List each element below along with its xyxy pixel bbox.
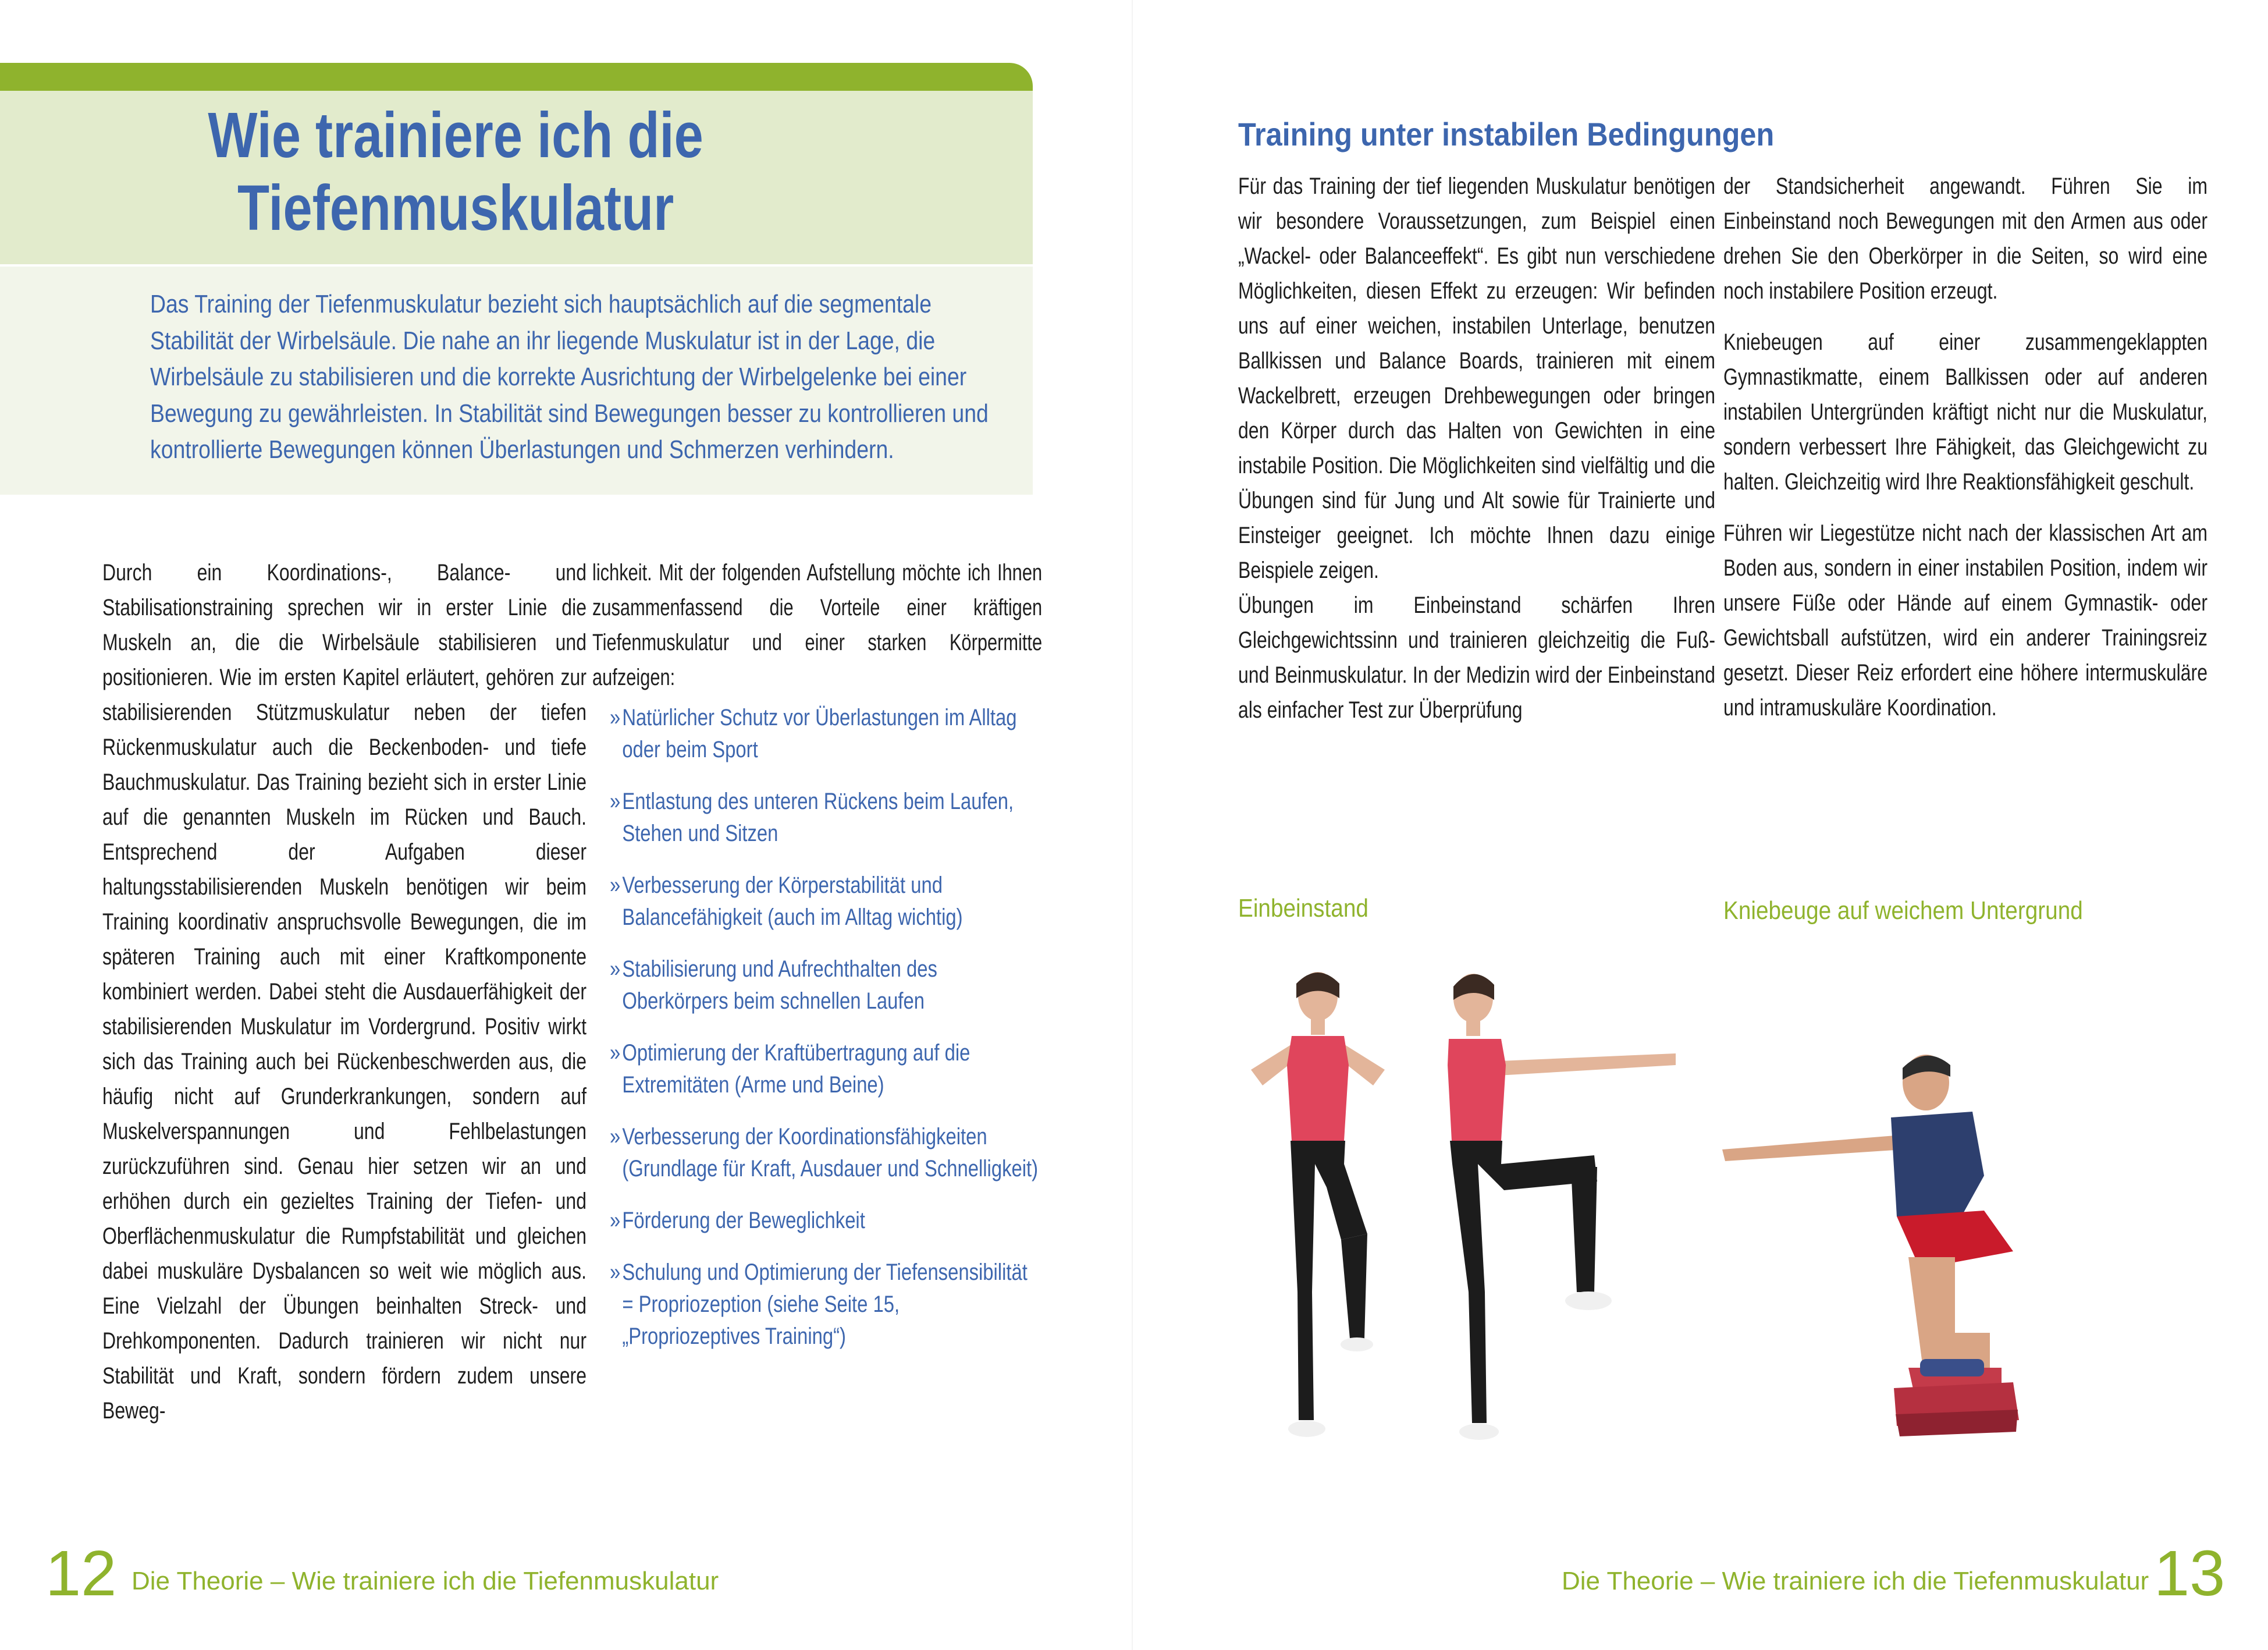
photo-caption-squat: Kniebeuge auf weichem Untergrund: [1723, 896, 2083, 925]
intro-text: Das Training der Tiefenmuskulatur bezieht sich hauptsächlich auf die segmentale Stabilität der Wirbelsäule. Die nahe an ihr liegende Muskulatur ist in der Lage, die Wirbelsäule zu stabilisieren und die korrekte Ausrichtung der Wirbelgelenke bei einer Bewegung zu gewährleisten. In Stabilität sind Bewegungen besser zu kontrollieren und kontrollierte Bewegungen können Überlastungen und Schmerzen verhindern.: [150, 290, 989, 464]
photo-man-squat: [1711, 1042, 2130, 1443]
list-item: [610, 702, 1039, 766]
list-item: [610, 1205, 1039, 1237]
photo-caption-single-leg-stance: Einbeinstand: [1238, 894, 1368, 922]
list-item: [610, 1257, 1039, 1353]
bullet-marker: »: [610, 1259, 621, 1285]
bullet-marker: »: [610, 1124, 621, 1149]
page-number-right: 13: [2154, 1538, 2226, 1609]
body-column-2-intro: lichkeit. Mit der folgenden Aufstellung möchte ich Ihnen zusammenfassend die Vorteile einer kräftigen Tiefenmuskulatur und einer starken Körpermitte aufzeigen:: [592, 560, 1043, 690]
page-title: [0, 99, 911, 244]
right-column-2: [1723, 169, 2207, 741]
paragraph: Kniebeugen auf einer zusammengeklappten Gymnastikmatte, einem Ballkissen oder auf anderen instabilen Untergründen kräftigt nicht nur die Muskulatur, sondern verbessert Ihre Fähigkeit, das Gleichgewicht zu halten. Gleichzeitig wird Ihre Reaktionsfähigkeit geschult.: [1723, 329, 2207, 495]
paragraph: Übungen im Einbeinstand schärfen Ihren Gleichgewichtssinn und trainieren gleichzeitig die Fuß- und Beinmuskulatur. In der Medizin wird der Einbeinstand als einfacher Test zur Überprüfung: [1238, 592, 1715, 723]
list-item: [610, 1121, 1039, 1185]
list-item: [610, 786, 1039, 850]
list-item-text: Stabilisierung und Aufrechthalten des Oberkörpers beim schnellen Laufen: [622, 956, 937, 1014]
paragraph: Für das Training der tief liegenden Muskulatur benötigen wir besondere Voraussetzungen, zum Beispiel einen „Wackel- oder Balanceeffekt“. Es gibt nun verschiedene Möglichkeiten, diesen Effekt zu erzeugen: Wir befinden uns auf einer weichen, instabilen Unterlage, benutzen Ballkissen und Balance Boards, trainieren mit einem Wackelbrett, erzeugen Drehbewegungen oder bringen den Körper durch das Halten von Gewichten in eine instabile Position. Die Möglichkeiten sind vielfältig und die Übungen sind für Jung und Alt sowie für Trainierte und Einsteiger geeignet. Ich möchte Ihnen dazu einige Beispiele zeigen.: [1238, 173, 1715, 583]
paragraph: Führen wir Liegestütze nicht nach der klassischen Art am Boden aus, sondern in einer instabilen Position, indem wir unsere Füße oder Hände auf einem Gymnastik- oder Gewichtsball aufstützen, wird ein anderer Trainingsreiz gesetzt. Dieser Reiz erfordert eine höhere intermuskuläre und intramuskuläre Koordination.: [1723, 520, 2207, 721]
list-item: [610, 1037, 1039, 1101]
list-item-text: Verbesserung der Koordinationsfähigkeiten (Grundlage für Kraft, Ausdauer und Schnelligkeit): [622, 1124, 1039, 1181]
right-column-1: [1238, 169, 1715, 744]
photo-woman-front-view: [1228, 966, 1402, 1461]
title-line-2: Tiefenmuskulatur: [237, 172, 674, 244]
section-heading: Training unter instabilen Bedingungen: [1238, 116, 1775, 152]
bullet-marker: »: [610, 789, 621, 814]
list-item-text: Natürlicher Schutz vor Überlastungen im Alltag oder beim Sport: [622, 705, 1017, 762]
benefits-list: [610, 702, 1039, 1372]
list-item-text: Förderung der Beweglichkeit: [622, 1208, 865, 1233]
list-item: [610, 870, 1039, 934]
photo-woman-side-view: [1420, 966, 1693, 1461]
paragraph: der Standsicherheit angewandt. Führen Sie im Einbeinstand noch Bewegungen mit den Armen aus oder drehen Sie den Oberkörper in die Seiten, so wird eine noch instabilere Position erzeugt.: [1723, 173, 2207, 304]
bullet-marker: »: [610, 956, 621, 982]
list-item: [610, 953, 1039, 1017]
title-line-1: Wie trainiere ich die: [208, 100, 703, 171]
running-footer-left: Die Theorie – Wie trainiere ich die Tiefenmuskulatur: [131, 1567, 719, 1595]
body-column-1: Durch ein Koordinations-, Balance- und Stabilisationstraining sprechen wir in erster Linie die Muskeln an, die die Wirbelsäule stabilisieren und positionieren. Wie im ersten Kapitel erläutert, gehören zur stabilisierenden Stützmuskulatur neben der tiefen Rückenmuskulatur auch die Beckenboden- und tiefe Bauchmuskulatur. Das Training bezieht sich in erster Linie auf die genannten Muskeln im Rücken und Bauch. Entsprechend der Aufgaben dieser haltungsstabilisierenden Muskeln benötigen wir beim Training koordinativ anspruchsvolle Bewegungen, die im späteren Training auch mit einer Kraftkomponente kombiniert werden. Dabei steht die Ausdauerfähigkeit der stabilisierenden Muskulatur im Vordergrund. Positiv wirkt sich das Training auch bei Rückenbeschwerden aus, die häufig nicht auf Grunderkrankungen, sondern auf Muskelverspannungen und Fehlbelastungen zurückzuführen sind. Genau hier setzen wir an und erhöhen durch ein gezieltes Training der Tiefen- und Oberflächenmuskulatur die Rumpfstabilität und gleichen dabei muskuläre Dysbalancen so weit wie möglich aus. Eine Vielzahl der Übungen beinhalten Streck- und Drehkomponenten. Dadurch trainieren wir nicht nur Stabilität und Kraft, sondern fördern zudem unsere Beweg-: [102, 560, 586, 1424]
list-item-text: Entlastung des unteren Rückens beim Laufen, Stehen und Sitzen: [622, 789, 1014, 846]
page-number-left: 12: [45, 1538, 117, 1609]
bullet-marker: »: [610, 1208, 621, 1233]
bullet-marker: »: [610, 1040, 621, 1066]
bullet-marker: »: [610, 872, 621, 898]
list-item-text: Schulung und Optimierung der Tiefensensibilität = Propriozeption (siehe Seite 15, „Propriozeptives Training“): [622, 1259, 1028, 1349]
bullet-marker: »: [610, 705, 621, 730]
page-spine: [1132, 0, 1133, 1650]
list-item-text: Optimierung der Kraftübertragung auf die Extremitäten (Arme und Beine): [622, 1040, 971, 1098]
header-accent-bar: [0, 63, 1033, 91]
list-item-text: Verbesserung der Körperstabilität und Balancefähigkeit (auch im Alltag wichtig): [622, 872, 963, 930]
running-footer-right: Die Theorie – Wie trainiere ich die Tiefenmuskulatur: [1562, 1567, 2149, 1595]
